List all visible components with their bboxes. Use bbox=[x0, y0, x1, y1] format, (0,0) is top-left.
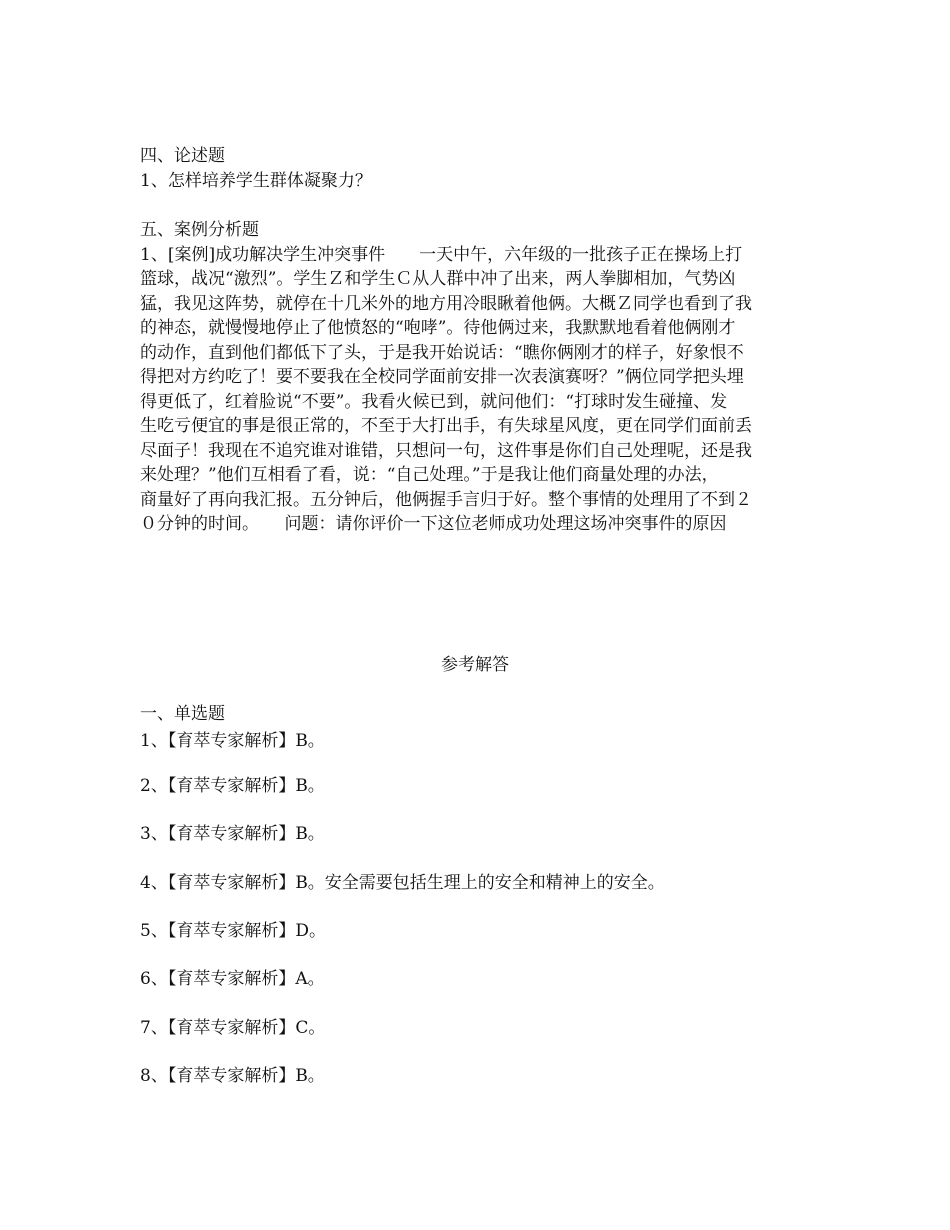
section-5-heading: 五、案例分析题 bbox=[140, 220, 259, 240]
answers-title: 参考解答 bbox=[441, 655, 509, 675]
case-text-line: 猛，我见这阵势，就停在十几米外的地方用冷眼瞅着他俩。大概Ｚ同学也看到了我 bbox=[140, 293, 752, 314]
section-4-question-1: 1、怎样培养学生群体凝聚力？ bbox=[140, 170, 372, 191]
case-text-line: 尽面子！我现在不追究谁对谁错，只想问一句，这件事是你们自己处理呢，还是我 bbox=[140, 440, 752, 461]
answer-item: 4、【育萃专家解析】B。安全需要包括生理上的安全和精神上的安全。 bbox=[140, 873, 665, 893]
case-text-line: 的神态，就慢慢地停止了他愤怒的“咆哮”。待他俩过来，我默默地看着他俩刚才 bbox=[140, 318, 736, 338]
answer-item: 2、【育萃专家解析】B。 bbox=[140, 776, 325, 796]
case-text-line: 生吃亏便宜的事是很正常的，不至于大打出手，有失球星风度，更在同学们面前丢 bbox=[140, 416, 752, 436]
answer-item: 5、【育萃专家解析】D。 bbox=[140, 921, 326, 941]
section-4 bbox=[140, 144, 820, 193]
answer-item: 8、【育萃专家解析】B。 bbox=[140, 1066, 325, 1086]
section-4-heading: 四、论述题 bbox=[140, 146, 225, 166]
answer-item: 6、【育萃专家解析】A。 bbox=[140, 969, 325, 989]
case-text-line: 得把对方约吃了！要不要我在全校同学面前安排一次表演赛呀？”俩位同学把头埋 bbox=[140, 367, 744, 387]
case-text-line: ０分钟的时间。 问题：请你评价一下这位老师成功处理这场冲突事件的原因 bbox=[140, 514, 727, 534]
section-5 bbox=[140, 218, 820, 537]
answers-section-1-heading: 一、单选题 bbox=[140, 704, 225, 724]
answer-item: 7、【育萃专家解析】C。 bbox=[140, 1018, 326, 1038]
answer-item: 1、【育萃专家解析】B。 bbox=[140, 731, 325, 751]
case-text-line: 商量好了再向我汇报。五分钟后，他俩握手言归于好。整个事情的处理用了不到２ bbox=[140, 489, 752, 510]
case-text-line: 的动作，直到他们都低下了头，于是我开始说话：“瞧你俩刚才的样子，好象恨不 bbox=[140, 342, 744, 363]
case-text-line: 得更低了，红着脸说“不要”。我看火候已到，就问他们：“打球时发生碰撞、发 bbox=[140, 391, 728, 412]
answer-item: 3、【育萃专家解析】B。 bbox=[140, 824, 325, 844]
case-text-line: 篮球，战况“激烈”。学生Ｚ和学生Ｃ从人群中冲了出来，两人拳脚相加，气势凶 bbox=[140, 269, 736, 289]
case-text-line: 来处理？”他们互相看了看，说：“自己处理。”于是我让他们商量处理的办法， bbox=[140, 465, 719, 485]
case-text-line: 1、[案例]成功解决学生冲突事件 一天中午，六年级的一批孩子正在操场上打 bbox=[140, 244, 743, 265]
